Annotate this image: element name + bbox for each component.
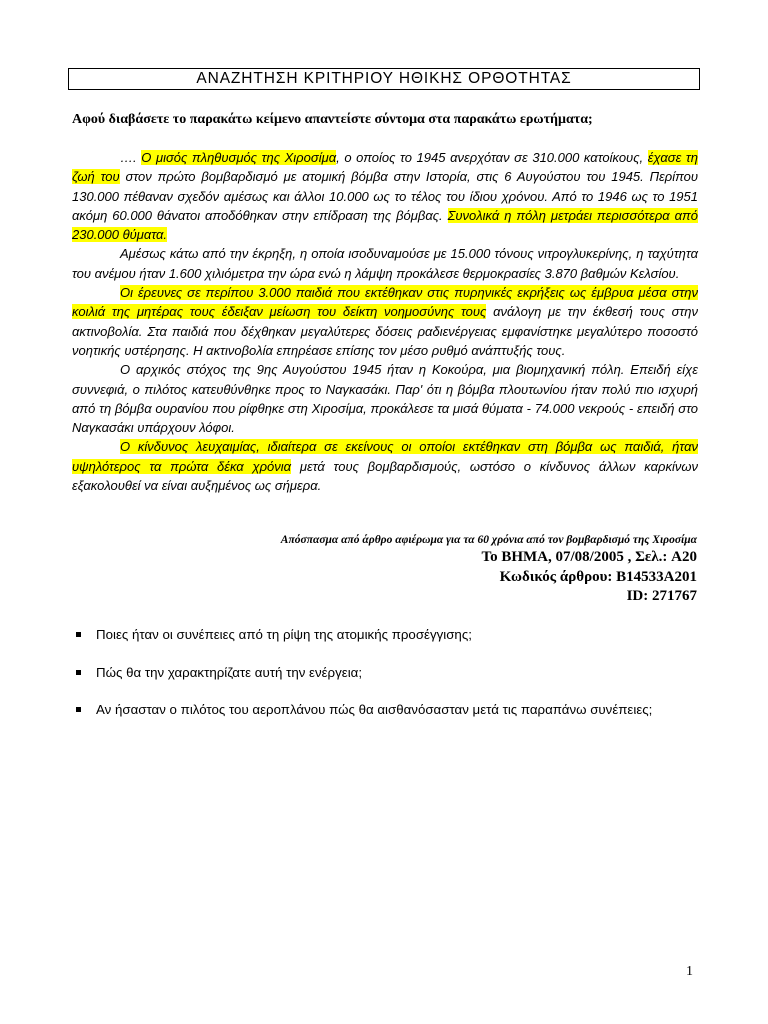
page-title: ΑΝΑΖΗΤΗΣΗ ΚΡΙΤΗΡΙΟΥ ΗΘΙΚΗΣ ΟΡΘΟΤΗΤΑΣ xyxy=(196,70,572,87)
article-text: στον πρώτο βομβαρδισμό με ατομική βόμβα στην Ιστορία, στις 6 Αυγούστου του 1945. Περίπου 130.000 πέθαναν σχεδόν αμέσως και άλλοι 10.000 ως το τέλος του ίδιου χρόνου. Από το 1946 ως το 1951 ακόμη 60.000 θάνατοι αποδόθηκαν στην επίδραση της βόμβας. xyxy=(72,169,699,223)
title-box xyxy=(68,68,700,90)
highlighted-text: Ο μισός πληθυσμός της Χιροσίμα xyxy=(141,150,337,165)
article-text: Ο αρχικός στόχος της 9ης Αυγούστου 1945 ήταν η Κοκούρα, μια βιομηχανική πόλη. Επειδή είχε συννεφιά, ο πιλότος κατευθύνθηκε προς το Ναγκασάκι. Παρ' ότι η βόμβα πλουτωνίου ήταν πολύ πιο ισχυρή από τη βόμβα ουρανίου που ρίφθηκε στη Χιροσίμα, προκάλεσε τα μισά θύματα - 74.000 νεκρούς - επειδή στο Ναγκασάκι υπάρχουν λόφοι. xyxy=(72,362,698,436)
article-paragraph xyxy=(72,244,698,283)
article xyxy=(72,148,698,495)
question-item xyxy=(72,625,698,663)
article-paragraph xyxy=(72,148,698,244)
bullet-icon xyxy=(72,700,96,719)
highlighted-text: Ο κίνδυνος λευχαιμίας, ιδιαίτερα σε εκείνους οι οποίοι εκτέθηκαν στη βόμβα ως παιδιά, ήταν υψηλότερος τα πρώτα δέκα χρόνια xyxy=(72,439,698,474)
article-paragraph xyxy=(72,437,698,495)
highlighted-text: Οι έρευνες σε περίπου 3.000 παιδιά που εκτέθηκαν στις πυρηνικές εκρήξεις ως έμβρυα μέσα στην κοιλιά της μητέρας τους έδειξαν μείωση του δείκτη νοημοσύνης τους xyxy=(72,285,698,320)
article-text: , ο οποίος το 1945 ανερχόταν σε 310.000 κατοίκους, xyxy=(336,150,648,165)
instruction-text: Αφού διαβάσετε το παρακάτω κείμενο απαντείστε σύντομα στα παρακάτω ερωτήματα; xyxy=(72,112,593,127)
highlighted-text: Συνολικά η πόλη μετράει περισσότερα από 230.000 θύματα. xyxy=(72,207,698,243)
question-text: Πώς θα την χαρακτηρίζατε αυτή την ενέργεια; xyxy=(96,664,363,680)
article-text: ανάλογη με την έκθεσή τους στην ακτινοβολία. Στα παιδιά που δέχθηκαν μεγαλύτερες δόσεις ραδιενέργειας εμφανίστηκε μεγαλύτερο ποσοστό νοητικής υστέρησης. Η ακτινοβολία επηρέασε επίσης τον μέσο ρυθμό ανάπτυξής τους. xyxy=(72,304,699,358)
article-text: μετά τους βομβαρδισμούς, ωστόσο ο κίνδυνος άλλων καρκίνων εξακολουθεί να είναι αυξημένος ως σήμερα. xyxy=(72,458,698,494)
source-id: ID: 271767 xyxy=(626,588,697,604)
article-text: …. xyxy=(120,150,142,165)
bullet-icon xyxy=(72,663,96,682)
page-number: 1 xyxy=(686,964,693,979)
source-newspaper: Το ΒΗΜΑ, 07/08/2005 , Σελ.: A20 xyxy=(481,549,697,565)
highlighted-text: έχασε τη ζωή του xyxy=(72,150,698,185)
article-text: Αμέσως κάτω από την έκρηξη, η οποία ισοδυναμούσε με 15.000 τόνους νιτρογλυκερίνης, η ταχύτητα του ανέμου ήταν 1.600 χιλιόμετρα την ώρα ενώ η λάμψη προκάλεσε θερμοκρασίες 3.870 βαθμών Κελσίου. xyxy=(72,246,698,281)
source-citation xyxy=(97,533,697,607)
article-paragraph xyxy=(72,283,698,360)
question-text: Αν ήσασταν ο πιλότος του αεροπλάνου πώς θα αισθανόσασταν μετά τις παραπάνω συνέπειες; xyxy=(96,702,653,717)
question-item xyxy=(72,663,698,701)
source-note: Απόσπασμα από άρθρο αφιέρωμα για τα 60 χρόνια από τον βομβαρδισμό της Χιροσίμα xyxy=(280,534,697,546)
question-item xyxy=(72,700,698,738)
question-text: Ποιες ήταν οι συνέπειες από τη ρίψη της ατομικής προσέγγισης; xyxy=(96,627,472,642)
questions-list xyxy=(72,625,698,738)
bullet-icon xyxy=(72,625,96,644)
source-article-code: Κωδικός άρθρου: B14533A201 xyxy=(499,568,697,585)
article-paragraph xyxy=(72,360,698,437)
